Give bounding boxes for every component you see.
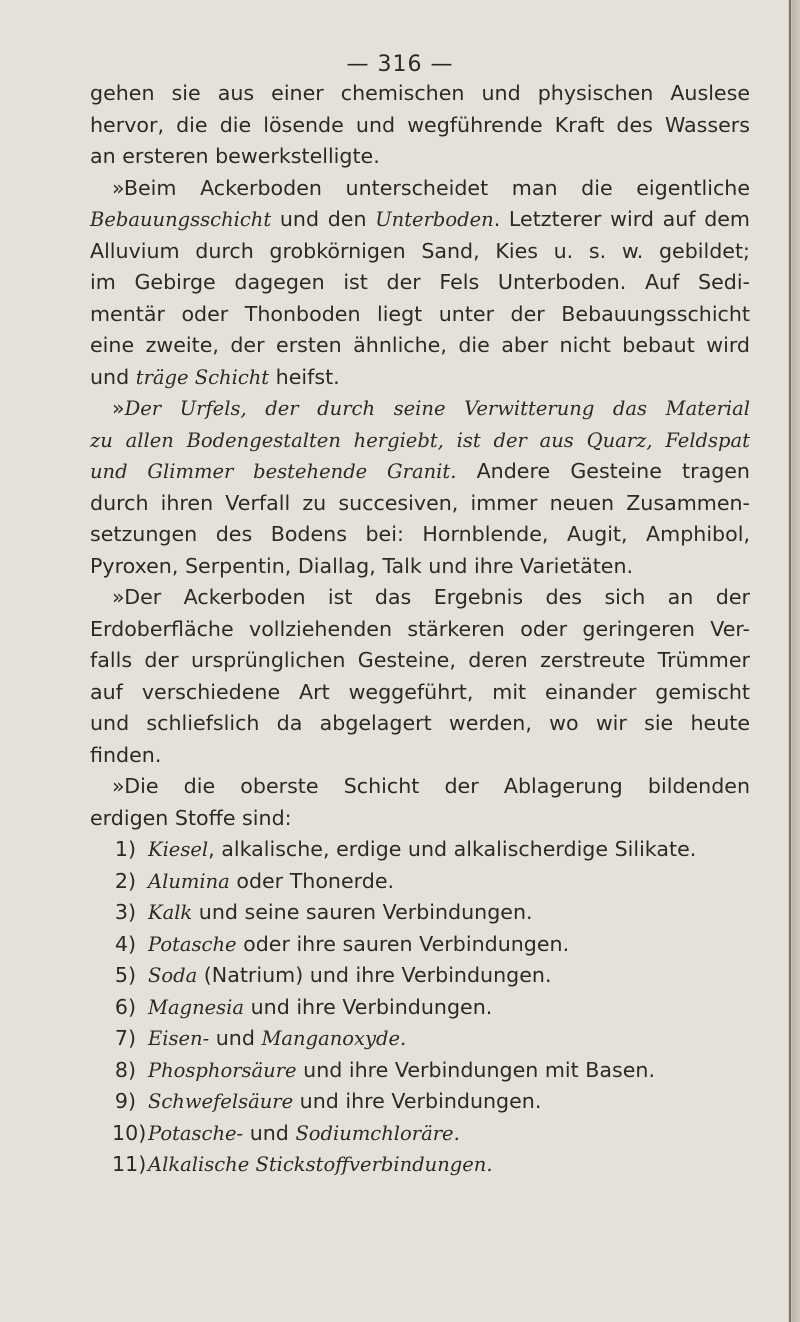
list-item: 10)Potasche- und Sodiumchloräre.: [112, 1120, 460, 1145]
page-number: — 316 —: [346, 52, 454, 77]
page-edge-line: [789, 0, 791, 1322]
text-line: erdigen Stoffe sind:: [90, 805, 292, 830]
list-item: 5) Soda (Natrium) und ihre Verbindungen.: [114, 963, 552, 987]
list-item: 1) Kiesel, alkalische, erdige und alkalischerdige Silikate.: [114, 837, 697, 861]
text-line: im Gebirge dagegen ist der Fels Unterboden. Auf Sedi-: [90, 270, 750, 294]
list-item: 3) Kalk und seine sauren Verbindungen.: [114, 900, 533, 924]
text-line: Bebauungsschicht und den Unterboden. Letzterer wird auf dem: [90, 207, 750, 231]
list-item: 9) Schwefelsäure und ihre Verbindungen.: [114, 1089, 542, 1113]
text-line: an ersteren bewerkstelligte.: [90, 144, 380, 168]
text-line: hervor, die die lösende und wegführende Kraft des Wassers: [90, 112, 750, 137]
italic-passage: Der Urfels, der durch seine Verwitterung das Material: [124, 397, 750, 420]
text-line: Erdoberfläche vollziehenden stärkeren oder geringeren Ver-: [90, 616, 750, 641]
text-line: auf verschiedene Art weggeführt, mit einander gemischt: [90, 679, 750, 704]
text-line: und Glimmer bestehende Granit. Andere Gesteine tragen: [90, 459, 750, 483]
italic-passage: zu allen Bodengestalten hergiebt, ist der aus Quarz, Feldspat: [90, 428, 750, 452]
list-item: 7) Eisen- und Manganoxyde.: [114, 1026, 407, 1050]
italic-passage: und Glimmer bestehende Granit.: [90, 460, 457, 483]
text-line: und träge Schicht heifst.: [90, 364, 340, 389]
paragraph-start: »Beim Ackerboden unterscheidet man die eigentliche: [112, 175, 750, 200]
list-item: 4) Potasche oder ihre sauren Verbindungen.: [114, 931, 570, 956]
text-line: falls der ursprünglichen Gesteine, deren zerstreute Trümmer: [90, 648, 750, 672]
text-line: durch ihren Verfall zu succesiven, immer neuen Zusammen-: [90, 490, 750, 515]
text-line: finden.: [90, 742, 162, 767]
text-line: Pyroxen, Serpentin, Diallag, Talk und ihre Varietäten.: [90, 553, 634, 578]
list-item: 8) Phosphorsäure und ihre Verbindungen mit Basen.: [114, 1057, 656, 1082]
italic-term: träge Schicht: [135, 365, 270, 389]
list-item: 11)Alkalische Stickstoffverbindungen.: [112, 1152, 493, 1176]
italic-term: Bebauungsschicht: [90, 208, 272, 231]
text-line: und schliefslich da abgelagert werden, wo wir sie heute: [90, 711, 750, 735]
list-item: 2) Alumina oder Thonerde.: [114, 868, 395, 893]
paragraph-start: »Der Urfels, der durch seine Verwitterung das Material: [112, 396, 750, 420]
list-item: 6) Magnesia und ihre Verbindungen.: [114, 994, 493, 1019]
text-line: gehen sie aus einer chemischen und physischen Auslese: [90, 81, 750, 105]
substance-list: [90, 834, 750, 1181]
text-line: [90, 425, 750, 457]
text-line: eine zweite, der ersten ähnliche, die aber nicht bebaut wird: [90, 333, 750, 357]
paragraph-start: »Der Ackerboden ist das Ergebnis des sich an der: [112, 585, 750, 609]
paragraph-start: »Die die oberste Schicht der Ablagerung bildenden: [112, 774, 750, 798]
text-line: mentär oder Thonboden liegt unter der Bebauungsschicht: [90, 301, 750, 326]
text-line: Alluvium durch grobkörnigen Sand, Kies u. s. w. gebildet;: [90, 238, 750, 263]
text-line: setzungen des Bodens bei: Hornblende, Augit, Amphibol,: [90, 522, 750, 546]
italic-term: Unterboden: [375, 208, 494, 231]
body-text: [90, 78, 750, 1181]
